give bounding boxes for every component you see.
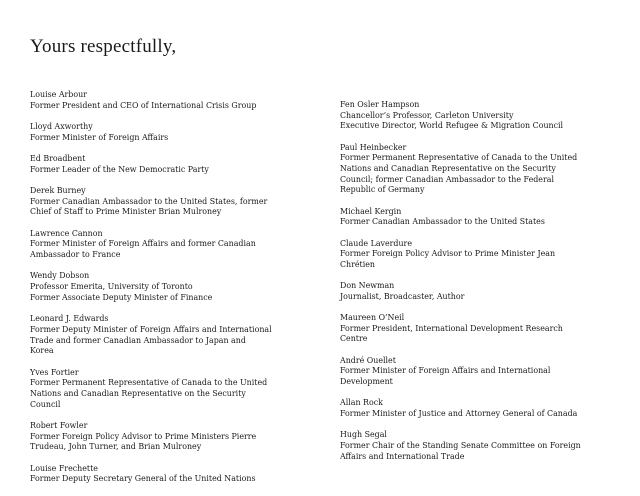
signatory-name: Allan Rock bbox=[340, 398, 383, 408]
signatory-title-line: Former Deputy Minister of Foreign Affairs and International bbox=[30, 324, 272, 334]
signatory bbox=[340, 281, 630, 302]
signatory-name: Paul Heinbecker bbox=[340, 142, 407, 152]
signatory-name: Derek Burney bbox=[30, 186, 86, 195]
signatory-title-line: Former Permanent Representative of Canada to the United bbox=[340, 153, 578, 163]
signatory-title-line: Chrétien bbox=[340, 259, 376, 269]
signatory bbox=[30, 464, 330, 485]
signatory-title-line: Former Minister of Foreign Affairs and International bbox=[340, 366, 551, 376]
signatory bbox=[340, 239, 630, 271]
signatory-title-line: Nations and Canadian Representative on the Security bbox=[340, 164, 556, 174]
signatory-title-line: Former Foreign Policy Advisor to Prime Minister Jean bbox=[340, 249, 556, 259]
signatory-name: Ed Broadbent bbox=[30, 154, 86, 163]
signatory-title-line: Professor Emerita, University of Toronto bbox=[30, 282, 193, 292]
closing-salutation: Yours respectfully, bbox=[30, 36, 177, 57]
signatory bbox=[30, 122, 330, 143]
signatory-name: Louise Arbour bbox=[30, 90, 87, 99]
signatory-name: Lawrence Cannon bbox=[30, 228, 103, 238]
signatory-title-line: Centre bbox=[340, 334, 368, 344]
signatory-name: Robert Fowler bbox=[30, 420, 88, 430]
signatory-title-line: Chief of Staff to Prime Minister Brian Mulroney bbox=[30, 207, 222, 217]
signatory-name: Don Newman bbox=[340, 281, 395, 291]
signatory-title-line: Development bbox=[340, 377, 393, 387]
signatory bbox=[30, 186, 330, 218]
signatory bbox=[340, 207, 630, 228]
signatory-name: Maureen O’Neil bbox=[340, 313, 405, 323]
signatory-name: Wendy Dobson bbox=[30, 271, 90, 281]
signatory-title-line: Former President, International Development Research bbox=[340, 323, 563, 333]
signatory-title-line: Former Foreign Policy Advisor to Prime Ministers Pierre bbox=[30, 431, 257, 441]
signatory bbox=[30, 368, 330, 411]
signatory bbox=[340, 100, 630, 132]
signatory-title-line: Journalist, Broadcaster, Author bbox=[340, 291, 465, 301]
signatory-name: Hugh Segal bbox=[340, 430, 387, 440]
signatory-title-line: Ambassador to France bbox=[30, 250, 121, 260]
signatory bbox=[340, 398, 630, 419]
signatory-title-line: Former Canadian Ambassador to the United States, former bbox=[30, 196, 268, 206]
signatory-name: Fen Osler Hampson bbox=[340, 100, 420, 109]
signatory-title-line: Trudeau, John Turner, and Brian Mulroney bbox=[30, 442, 202, 452]
signatory-title-line: Former Minister of Foreign Affairs bbox=[30, 132, 169, 142]
signatories-right-column bbox=[340, 100, 630, 473]
signatory-title-line: Chancellor’s Professor, Carleton University bbox=[340, 110, 514, 120]
signatory-title-line: Republic of Germany bbox=[340, 185, 425, 195]
signatory-title-line: Affairs and International Trade bbox=[340, 451, 465, 461]
signatory bbox=[340, 430, 630, 462]
signatory-title-line: Former President and CEO of International Crisis Group bbox=[30, 100, 257, 110]
signatory bbox=[30, 271, 330, 303]
signatory-title-line: Trade and former Canadian Ambassador to Japan and bbox=[30, 335, 246, 345]
signatory-title-line: Former Deputy Secretary General of the United Nations bbox=[30, 474, 256, 484]
signatory-title-line: Former Leader of the New Democratic Party bbox=[30, 164, 209, 174]
signatories-left-column bbox=[30, 90, 330, 496]
signatory-name: Leonard J. Edwards bbox=[30, 314, 109, 324]
signatory-name: Yves Fortier bbox=[30, 367, 79, 377]
signatory-name: Lloyd Axworthy bbox=[30, 122, 93, 131]
signatory-title-line: Former Permanent Representative of Canada to the United bbox=[30, 378, 268, 388]
signatory-title-line: Former Minister of Justice and Attorney General of Canada bbox=[340, 408, 578, 418]
signatory-title-line: Former Associate Deputy Minister of Finance bbox=[30, 292, 213, 302]
signatory bbox=[30, 154, 330, 175]
signatory-name: Claude Laverdure bbox=[340, 238, 412, 248]
signatory bbox=[30, 314, 330, 357]
signatory-name: Michael Kergin bbox=[340, 206, 402, 216]
signatory bbox=[30, 90, 330, 111]
signatory bbox=[340, 356, 630, 388]
signatory-title-line: Korea bbox=[30, 346, 54, 356]
signatory-name: Louise Frechette bbox=[30, 463, 98, 473]
signatory-title-line: Former Minister of Foreign Affairs and former Canadian bbox=[30, 239, 256, 249]
signatory-title-line: Executive Director, World Refugee & Migration Council bbox=[340, 121, 564, 131]
signatory-title-line: Council bbox=[30, 399, 61, 409]
signatory-title-line: Council; former Canadian Ambassador to the Federal bbox=[340, 174, 554, 184]
signatory-title-line: Nations and Canadian Representative on the Security bbox=[30, 388, 246, 398]
signatory bbox=[340, 143, 630, 197]
signatory-title-line: Former Canadian Ambassador to the United States bbox=[340, 217, 545, 227]
signatory bbox=[340, 313, 630, 345]
signatory bbox=[30, 229, 330, 261]
signatory bbox=[30, 421, 330, 453]
signatory-name: André Ouellet bbox=[340, 355, 396, 365]
signatory-title-line: Former Chair of the Standing Senate Committee on Foreign bbox=[340, 440, 581, 450]
